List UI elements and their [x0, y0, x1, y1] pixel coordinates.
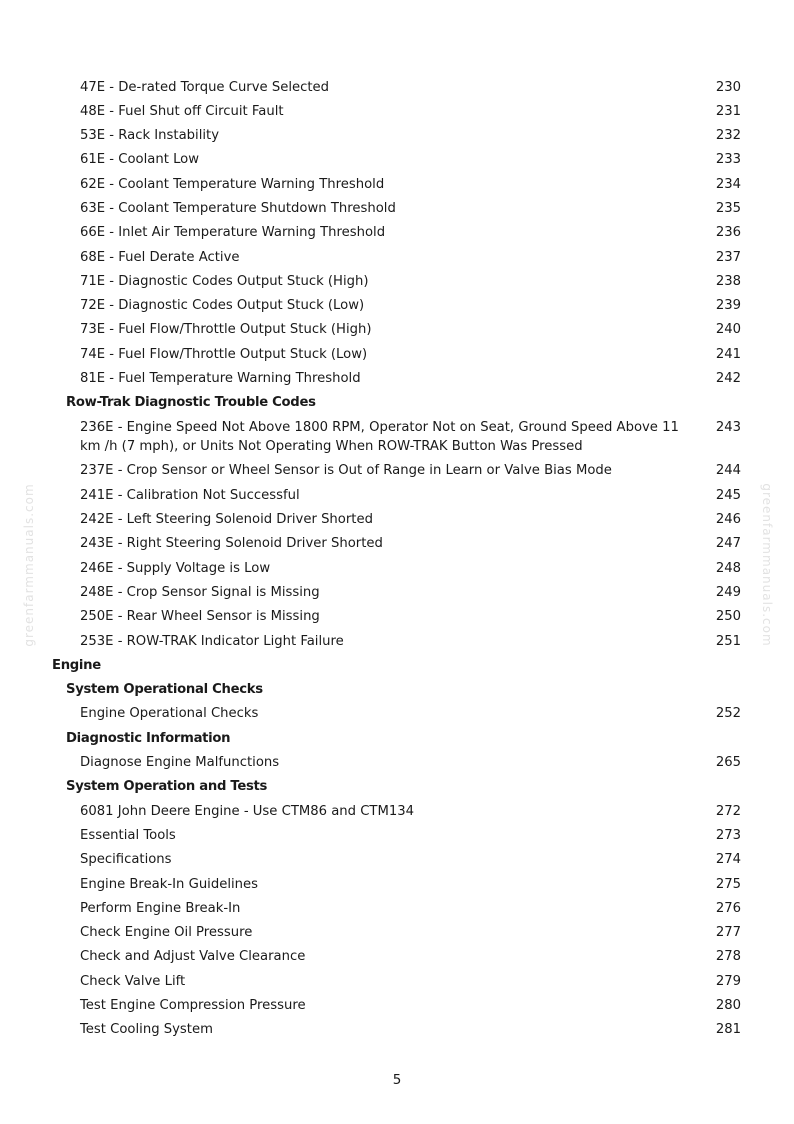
toc-entry-title: Specifications [80, 852, 172, 868]
toc-entry[interactable] [0, 1018, 794, 1042]
toc-entry-title: 72E - Diagnostic Codes Output Stuck (Low) [80, 298, 365, 314]
toc-entry-title: 81E - Fuel Temperature Warning Threshold [80, 371, 361, 387]
toc-entry[interactable] [0, 556, 794, 580]
toc-entry[interactable] [0, 245, 794, 269]
watermark-left: greenfarmmanuals.com [22, 483, 36, 647]
toc-entry-title: 47E - De-rated Torque Curve Selected [80, 79, 330, 95]
toc-entry-title: 241E - Calibration Not Successful [80, 487, 300, 503]
toc-entry[interactable] [0, 367, 794, 391]
toc-entry-page-number: 279 [715, 973, 741, 989]
toc-entry-page-number: 232 [715, 128, 741, 144]
toc-entry[interactable] [0, 75, 794, 99]
toc-entry-title: 66E - Inlet Air Temperature Warning Threshold [80, 225, 386, 241]
toc-entry-title: Test Cooling System [80, 1022, 213, 1038]
toc-entry-title: Diagnose Engine Malfunctions [80, 755, 280, 771]
toc-entry-page-number: 239 [715, 298, 741, 314]
toc-entry-title: 6081 John Deere Engine - Use CTM86 and CTM134 [80, 803, 415, 819]
toc-entry[interactable] [0, 483, 794, 507]
toc-entry[interactable] [0, 896, 794, 920]
toc-entry[interactable] [0, 342, 794, 366]
toc-entry-page-number: 275 [715, 876, 741, 892]
toc-entry-title: 236E - Engine Speed Not Above 1800 RPM, Operator Not on Seat, Ground Speed Above 11 km /h (7 mph), or Units Not Operating When ROW-TRAK Button Was Pressed [80, 419, 679, 455]
toc-entry-page-number: 251 [715, 633, 741, 649]
toc-entry[interactable] [0, 221, 794, 245]
toc-entry-page-number: 241 [715, 346, 741, 362]
toc-entry[interactable] [0, 799, 794, 823]
toc-entry[interactable] [0, 629, 794, 653]
toc-entry-page-number: 234 [715, 176, 741, 192]
page-number: 5 [392, 1072, 402, 1088]
toc-section-heading [0, 678, 794, 702]
toc-entry-page-number: 245 [715, 487, 741, 503]
toc-entry-page-number: 278 [715, 949, 741, 965]
toc-entry-page-number: 276 [715, 900, 741, 916]
toc-entry-title: 243E - Right Steering Solenoid Driver Shorted [80, 536, 383, 552]
toc-entry-title: 63E - Coolant Temperature Shutdown Threshold [80, 200, 396, 216]
toc-entry-page-number: 243 [715, 419, 741, 435]
toc-entry[interactable] [0, 508, 794, 532]
toc-entry-title: 242E - Left Steering Solenoid Driver Shorted [80, 512, 373, 528]
toc-entry[interactable] [0, 415, 794, 459]
toc-entry-title: 250E - Rear Wheel Sensor is Missing [80, 609, 320, 625]
toc-entry-title: System Operational Checks [66, 682, 263, 698]
toc-entry-page-number: 235 [715, 200, 741, 216]
toc-entry[interactable] [0, 751, 794, 775]
toc-section-heading [0, 726, 794, 750]
toc-entry-page-number: 274 [715, 852, 741, 868]
toc-entry[interactable] [0, 702, 794, 726]
toc-entry[interactable] [0, 148, 794, 172]
toc-entry-title: Diagnostic Information [66, 730, 231, 746]
toc-entry[interactable] [0, 172, 794, 196]
toc-entry-title: 246E - Supply Voltage is Low [80, 560, 271, 576]
toc-entry[interactable] [0, 196, 794, 220]
toc-entry-title: 74E - Fuel Flow/Throttle Output Stuck (Low) [80, 346, 368, 362]
toc-entry-page-number: 238 [715, 273, 741, 289]
toc-entry[interactable] [0, 124, 794, 148]
toc-entry-title: Row-Trak Diagnostic Trouble Codes [66, 395, 316, 411]
toc-entry-page-number: 236 [715, 225, 741, 241]
toc-entry-page-number: 240 [715, 322, 741, 338]
toc-entry-page-number: 265 [715, 755, 741, 771]
toc-entry[interactable] [0, 605, 794, 629]
toc-entry-title: 61E - Coolant Low [80, 152, 200, 168]
toc-entry[interactable] [0, 532, 794, 556]
toc-entry-title: Check Valve Lift [80, 973, 186, 989]
toc-entry[interactable] [0, 872, 794, 896]
toc-entry-page-number: 280 [715, 997, 741, 1013]
toc-entry-page-number: 242 [715, 371, 741, 387]
toc-section-heading [0, 653, 794, 677]
toc-entry-title: System Operation and Tests [66, 779, 268, 795]
toc-entry-title: Test Engine Compression Pressure [80, 997, 306, 1013]
toc-entry-page-number: 237 [715, 249, 741, 265]
toc-entry-page-number: 244 [715, 463, 741, 479]
toc-entry-title: 73E - Fuel Flow/Throttle Output Stuck (High) [80, 322, 372, 338]
toc-entry-title: 253E - ROW-TRAK Indicator Light Failure [80, 633, 344, 649]
toc-entry-title: 237E - Crop Sensor or Wheel Sensor is Out of Range in Learn or Valve Bias Mode [80, 463, 612, 479]
toc-entry-page-number: 246 [715, 512, 741, 528]
toc-entry[interactable] [0, 294, 794, 318]
toc-entry-page-number: 252 [715, 706, 741, 722]
toc-entry[interactable] [0, 318, 794, 342]
toc-entry-page-number: 249 [715, 584, 741, 600]
toc-entry-title: Engine Operational Checks [80, 706, 259, 722]
toc-entry-title: 62E - Coolant Temperature Warning Threshold [80, 176, 385, 192]
toc-entry-title: Engine [52, 657, 101, 673]
toc-entry-page-number: 250 [715, 609, 741, 625]
toc-entry-page-number: 247 [715, 536, 741, 552]
toc-section-heading [0, 775, 794, 799]
toc-entry-page-number: 230 [715, 79, 741, 95]
toc-entry[interactable] [0, 993, 794, 1017]
toc-entry-page-number: 281 [715, 1022, 741, 1038]
toc-entry-page-number: 248 [715, 560, 741, 576]
toc-entry-page-number: 277 [715, 925, 741, 941]
toc-entry[interactable] [0, 269, 794, 293]
toc-entry-title: Engine Break-In Guidelines [80, 876, 258, 892]
toc-entry-title: Check and Adjust Valve Clearance [80, 949, 306, 965]
toc-section-heading [0, 391, 794, 415]
toc-entry[interactable] [0, 945, 794, 969]
toc-entry-title: Check Engine Oil Pressure [80, 925, 253, 941]
toc-entry[interactable] [0, 848, 794, 872]
toc-entry-page-number: 273 [715, 827, 741, 843]
toc-entry[interactable] [0, 823, 794, 847]
toc-entry-page-number: 233 [715, 152, 741, 168]
watermark-right: greenfarmmanuals.com [760, 483, 774, 647]
toc-entry-title: Perform Engine Break-In [80, 900, 241, 916]
toc-entry[interactable] [0, 969, 794, 993]
toc-entry-page-number: 231 [715, 103, 741, 119]
toc-entry-page-number: 272 [715, 803, 741, 819]
toc-entry[interactable] [0, 459, 794, 483]
table-of-contents [0, 75, 794, 1042]
toc-entry-title: 48E - Fuel Shut off Circuit Fault [80, 103, 284, 119]
toc-entry[interactable] [0, 580, 794, 604]
toc-entry-title: 68E - Fuel Derate Active [80, 249, 240, 265]
toc-entry[interactable] [0, 99, 794, 123]
toc-entry[interactable] [0, 921, 794, 945]
toc-entry-title: 53E - Rack Instability [80, 128, 219, 144]
toc-entry-title: Essential Tools [80, 827, 176, 843]
toc-entry-title: 248E - Crop Sensor Signal is Missing [80, 584, 320, 600]
toc-entry-title: 71E - Diagnostic Codes Output Stuck (High) [80, 273, 369, 289]
